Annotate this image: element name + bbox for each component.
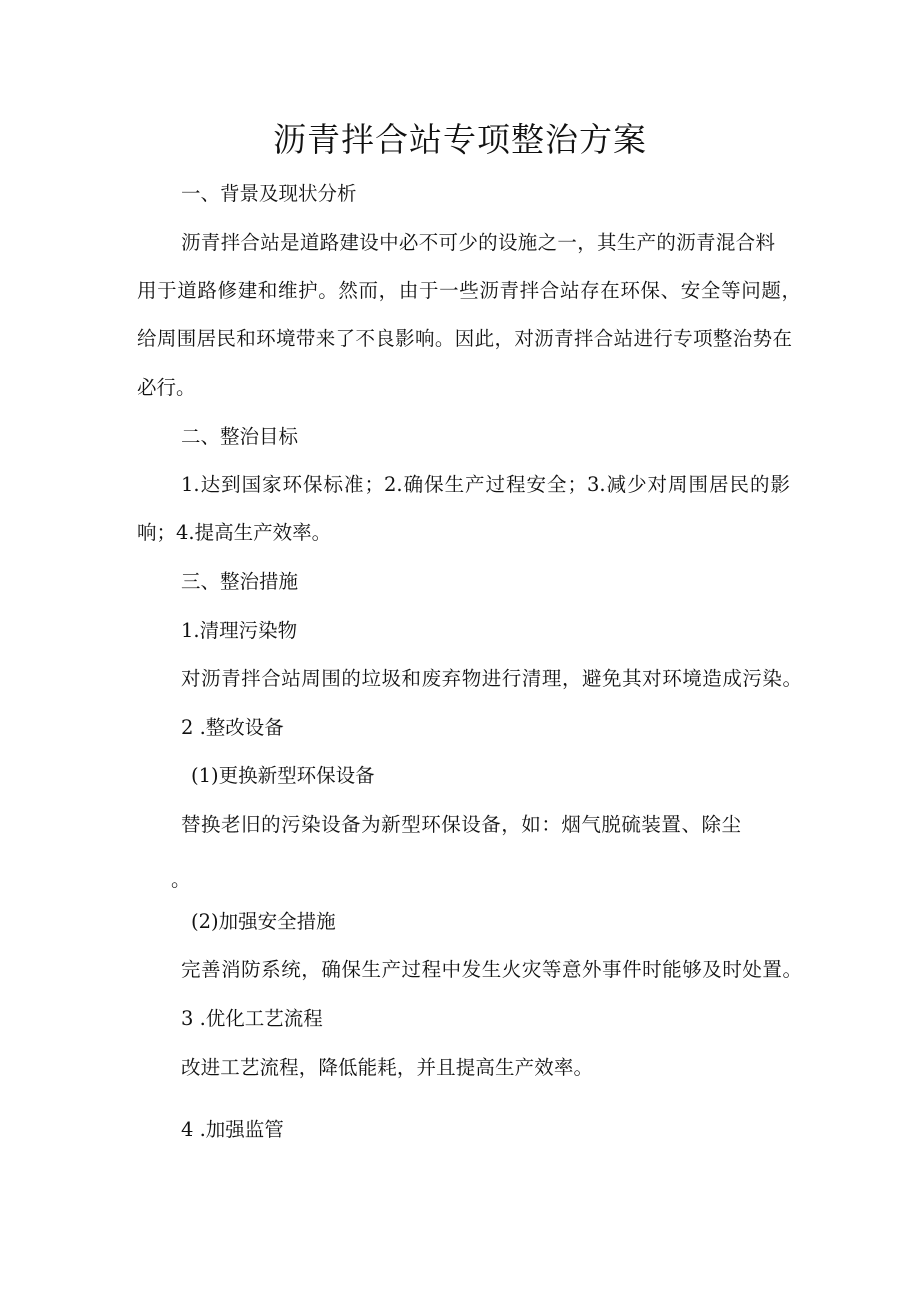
section-heading-background: 一、背景及现状分析 xyxy=(181,182,357,205)
paragraph-line: 必行。 xyxy=(137,376,196,399)
paragraph-line: 响；4.提高生产效率。 xyxy=(137,521,332,544)
paragraph-line: 用于道路修建和维护。然而，由于一些沥青拌合站存在环保、安全等问题， xyxy=(137,279,801,302)
subheading-supervision: 4 .加强监管 xyxy=(181,1118,284,1141)
section-heading-measures: 三、整治措施 xyxy=(181,570,299,593)
subheading-optimize-process: 3 .优化工艺流程 xyxy=(181,1007,323,1030)
paragraph-line: 给周围居民和环境带来了不良影响。因此，对沥青拌合站进行专项整治势在 xyxy=(137,327,792,350)
paragraph-line: 1.达到国家环保标准；2.确保生产过程安全；3.减少对周围居民的影 xyxy=(181,473,790,496)
paragraph-line: 改进工艺流程，降低能耗，并且提高生产效率。 xyxy=(181,1056,593,1079)
sub-item-eco-equipment: (1)更换新型环保设备 xyxy=(191,764,375,787)
paragraph-line: 。 xyxy=(171,868,191,891)
paragraph-line: 替换老旧的污染设备为新型环保设备，如：烟气脱硫装置、除尘 xyxy=(181,813,741,836)
document-title: 沥青拌合站专项整治方案 xyxy=(273,120,647,159)
section-heading-goals: 二、整治目标 xyxy=(181,425,299,448)
subheading-rectify-equipment: 2 .整改设备 xyxy=(181,716,284,739)
sub-item-safety: (2)加强安全措施 xyxy=(191,910,336,933)
subheading-clean-pollutants: 1.清理污染物 xyxy=(181,619,298,642)
paragraph-line: 沥青拌合站是道路建设中必不可少的设施之一，其生产的沥青混合料 xyxy=(181,231,775,254)
paragraph-line: 对沥青拌合站周围的垃圾和废弃物进行清理，避免其对环境造成污染。 xyxy=(181,667,802,690)
paragraph-line: 完善消防系统，确保生产过程中发生火灾等意外事件时能够及时处置。 xyxy=(181,958,802,981)
